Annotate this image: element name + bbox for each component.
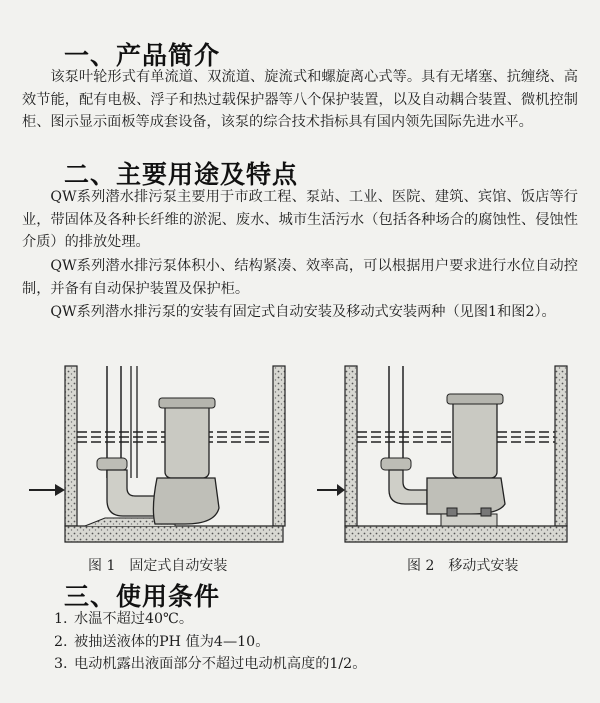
- list-item: [54, 608, 366, 631]
- list-item-text: 水温不超过40℃。: [74, 611, 194, 627]
- uses-paragraph: QW系列潜水排污泵主要用于市政工程、泵站、工业、医院、建筑、宾馆、饭店等行业，带固体及各种长纤维的淤泥、废水、城市生活污水（包括各种场合的腐蚀性、侵蚀性介质）的排放处理。: [22, 189, 578, 251]
- list-item-text: 被抽送液体的PH 值为4—10。: [74, 633, 270, 650]
- list-item-number: 1.: [54, 611, 68, 627]
- figure-1-diagram: [25, 358, 295, 548]
- list-item-number: 2.: [54, 633, 68, 650]
- usage-conditions-list: [54, 608, 366, 676]
- features-paragraph: QW系列潜水排污泵体积小、结构紧凑、效率高，可以根据用户要求进行水位自动控制，并备有自动保护装置及保护柜。: [22, 258, 578, 297]
- list-item: [54, 631, 366, 654]
- figure-2-caption: 图 2 移动式安装: [407, 558, 519, 574]
- list-item-number: 3.: [54, 656, 68, 672]
- figure-2-diagram: [315, 358, 585, 548]
- installation-paragraph: QW系列潜水排污泵的安装有固定式自动安装及移动式安装两种（见图1和图2）。: [50, 304, 556, 320]
- list-item: [54, 653, 366, 676]
- section-heading-uses-features: 二、主要用途及特点: [64, 160, 299, 189]
- section-heading-product-intro: 一、产品简介: [64, 41, 221, 70]
- product-intro-paragraph: 该泵叶轮形式有单流道、双流道、旋流式和螺旋离心式等。具有无堵塞、抗缠绕、高效节能，配有电极、浮子和热过载保护器等八个保护装置，以及自动耦合装置、微机控制柜、图示显示面板等成套设备，该泵的综合技术指标具有国内领先国际先进水平。: [22, 69, 578, 131]
- list-item-text: 电动机露出液面部分不超过电动机高度的1/2。: [74, 656, 367, 672]
- section-heading-usage-conditions: 三、使用条件: [64, 582, 221, 611]
- figure-1-caption: 图 1 固定式自动安装: [88, 558, 228, 574]
